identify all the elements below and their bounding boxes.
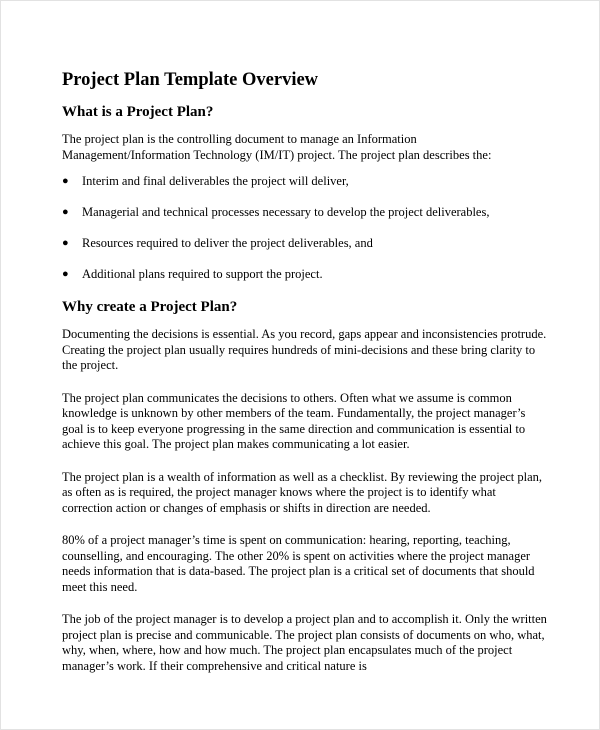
bullet-icon: ● bbox=[62, 237, 69, 249]
list-item bbox=[62, 205, 547, 221]
list-item bbox=[62, 174, 547, 190]
bullet-icon: ● bbox=[62, 175, 69, 187]
body-paragraph: The project plan is a wealth of information as well as a checklist. By reviewing the project plan, as often as is required, the project manager knows where the project is to identify what correction action or changes of emphasis or shifts in direction are needed. bbox=[62, 469, 543, 515]
document-title: Project Plan Template Overview bbox=[62, 70, 319, 90]
body-paragraph: The project plan communicates the decisions to others. Often what we assume is common knowledge is unknown by other members of the team. Fundamentally, the project manager’s goal is to keep everyone progressing in the same direction and communication is essential to achieve this goal. The project plan makes communicating a lot easier. bbox=[62, 390, 526, 451]
list-item-text: Interim and final deliverables the project will deliver, bbox=[82, 174, 349, 188]
list-item-text: Managerial and technical processes necessary to develop the project deliverables, bbox=[82, 205, 490, 219]
document-body bbox=[62, 69, 547, 691]
list-item bbox=[62, 236, 547, 252]
section-heading-what: What is a Project Plan? bbox=[62, 104, 214, 120]
list-item bbox=[62, 267, 547, 283]
bullet-icon: ● bbox=[62, 206, 69, 218]
body-paragraph: 80% of a project manager’s time is spent on communication: hearing, reporting, teaching, counselling, and encouraging. The other 20% is spent on activities where the project manager needs information that is data-based. The project plan is a critical set of documents that should meet this need. bbox=[62, 533, 535, 594]
deliverables-list bbox=[62, 174, 547, 283]
section-heading-why: Why create a Project Plan? bbox=[62, 299, 238, 315]
body-paragraph: Documenting the decisions is essential. As you record, gaps appear and inconsistencies protrude. Creating the project plan usually requires hundreds of mini-decisions and these bring clarity to the project. bbox=[62, 327, 547, 372]
list-item-text: Additional plans required to support the project. bbox=[82, 267, 323, 281]
bullet-icon: ● bbox=[62, 268, 69, 280]
list-item-text: Resources required to deliver the project deliverables, and bbox=[82, 236, 373, 250]
body-paragraph: The job of the project manager is to develop a project plan and to accomplish it. Only the written project plan is precise and communicable. The project plan consists of documents on who, what, why, when, where, how and how much. The project plan encapsulates much of the project manager’s work. If their comprehensive and critical nature is bbox=[62, 612, 547, 673]
intro-paragraph: The project plan is the controlling document to manage an Information Management/Information Technology (IM/IT) project. The project plan describes the: bbox=[62, 132, 492, 162]
